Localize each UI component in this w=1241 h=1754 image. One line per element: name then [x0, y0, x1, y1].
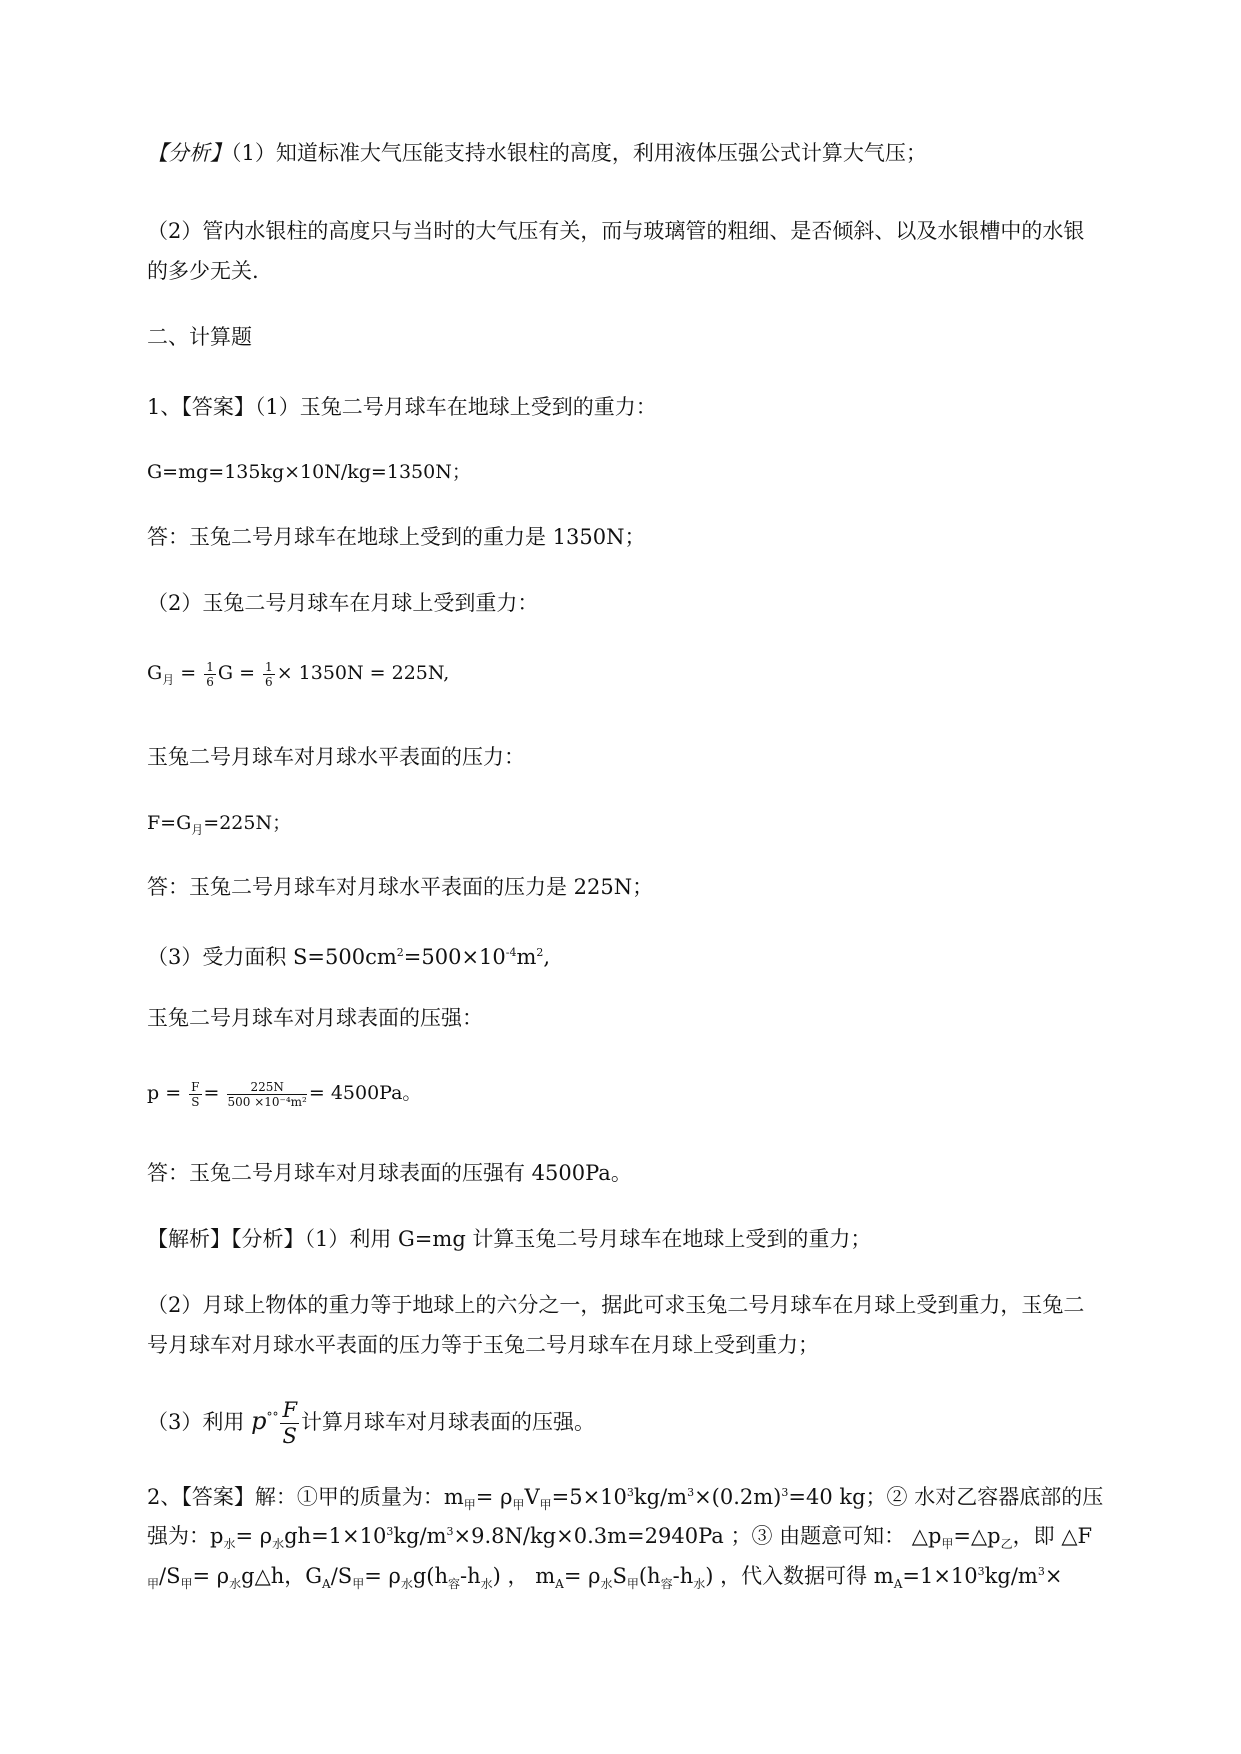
q2-l3-s5: 甲: [352, 1577, 365, 1592]
fraction-num: F: [282, 1398, 298, 1422]
explain3-p: p: [251, 1407, 267, 1435]
g-symbol: G: [147, 662, 163, 684]
eq-sign: =: [174, 662, 197, 684]
q2-l2-pre: 强为：p: [147, 1524, 224, 1548]
fraction-one-sixth-a: [204, 660, 216, 689]
q1-part2: （2）玉兔二号月球车在月球上受到重力：: [147, 591, 539, 615]
q2-l1-d: kg/m: [633, 1485, 688, 1509]
q2-l3-f: g(h: [412, 1564, 449, 1588]
pressure-p: p =: [147, 1082, 182, 1104]
analysis-line-3: 的多少无关.: [147, 259, 259, 283]
q2-l1-c: =5×10: [551, 1485, 627, 1509]
part3-unit: m: [516, 945, 537, 969]
q2-l3-s13: 水: [693, 1577, 706, 1592]
q2-l2-d: ×9.8N/kg×0.3m=2940Pa ；③ 由题意可知： △p: [453, 1524, 942, 1548]
part3-sup2: -4: [505, 946, 517, 959]
q2-l3-s9: A: [555, 1577, 564, 1592]
q1-explain2-line2: 号月球车对月球水平表面的压力等于玉兔二号月球车在月球上受到重力；: [147, 1333, 819, 1357]
q1-answer-b: 答：玉兔二号月球车对月球水平表面的压力是 225N；: [147, 875, 654, 899]
q1-answer-c: 答：玉兔二号月球车对月球表面的压强有 4500Pa。: [147, 1161, 632, 1185]
analysis-text-1: （1）知道标准大气压能支持水银柱的高度，利用液体压强公式计算大气压；: [231, 141, 927, 165]
q2-l1-s3: 甲: [539, 1498, 552, 1513]
q2-l2-s4: 乙: [1000, 1537, 1013, 1552]
q2-l1-s1: 甲: [463, 1498, 476, 1513]
q1-pressure-force-label: 玉兔二号月球车对月球水平表面的压力：: [147, 745, 525, 769]
q2-l2-sup1: 3: [386, 1525, 394, 1538]
q2-l3-s1: 甲: [147, 1577, 160, 1592]
part3-sup3: 2: [536, 946, 544, 959]
q2-l3-o: kg/m: [984, 1564, 1038, 1588]
q2-l3-l: -h: [672, 1564, 694, 1588]
fraction-num: 1: [206, 659, 214, 674]
q2-l3-sup1: 3: [977, 1565, 985, 1578]
section-heading: 二、计算题: [147, 325, 252, 349]
q2-l3-p: ×: [1044, 1564, 1063, 1588]
q2-l1-sup3: 3: [781, 1486, 789, 1499]
q2-l1-s2: 甲: [512, 1498, 525, 1513]
fraction-den: S: [191, 1094, 200, 1109]
pressure-result: = 4500Pa。: [308, 1082, 422, 1104]
q1-answer-line: 1、【答案】（1）玉兔二号月球车在地球上受到的重力：: [147, 395, 657, 419]
q2-l3-b: = ρ: [192, 1564, 230, 1588]
q2-l3-s10: 水: [600, 1577, 613, 1592]
q2-l3-s11: 甲: [626, 1577, 639, 1592]
q2-l2-c: kg/m: [393, 1524, 447, 1548]
q2-l3-s3: 水: [229, 1577, 242, 1592]
q2-l1-e: ×(0.2m): [694, 1485, 782, 1509]
q1-explain2-line1: （2）月球上物体的重力等于地球上的六分之一，据此可求玉兔二号月球车在月球上受到重力，玉兔二: [147, 1293, 1085, 1317]
q2-l3-s2: 甲: [180, 1577, 193, 1592]
q2-l3-s7: 容: [448, 1577, 461, 1592]
fraction-den: 500 ×10⁻⁴m²: [227, 1094, 307, 1109]
q1-gravity-equation: G=mg=135kg×10N/kg=1350N；: [147, 461, 471, 483]
g-subscript: 月: [162, 672, 175, 687]
q2-l2-s1: 水: [223, 1537, 236, 1552]
fraction-den: 6: [265, 674, 273, 689]
q1-explain-line: 【解析】【分析】（1）利用 G=mg 计算玉兔二号月球车在地球上受到的重力；: [147, 1227, 872, 1251]
q1-pressure-label: 玉兔二号月球车对月球表面的压强：: [147, 1006, 483, 1030]
q2-l3-k: (h: [638, 1564, 661, 1588]
force-sub: 月: [191, 822, 204, 837]
q2-l3-s8: 水: [480, 1577, 493, 1592]
part3-sup1: 2: [396, 946, 404, 959]
analysis-line-2: （2）管内水银柱的高度只与当时的大气压有关，而与玻璃管的粗细、是否倾斜、以及水银槽中的水银: [147, 219, 1085, 243]
q2-l3-c: g△h，G: [241, 1564, 323, 1588]
part3-mid: =500×10: [403, 945, 506, 969]
q2-l1-f: =40 kg；② 水对乙容器底部的压: [788, 1485, 1104, 1509]
q2-line-2: [147, 1517, 1092, 1559]
q2-l1-sup1: 3: [626, 1486, 634, 1499]
q2-l3-e: = ρ: [364, 1564, 401, 1588]
q2-l3-sup2: 3: [1037, 1565, 1045, 1578]
force-post: =225N；: [203, 812, 292, 834]
q2-l3-s4: A: [322, 1577, 331, 1592]
q2-l3-s6: 水: [400, 1577, 413, 1592]
q2-l2-sup2: 3: [446, 1525, 454, 1538]
analysis-tag: 【分析】: [147, 141, 231, 165]
q2-l1-sup2: 3: [687, 1486, 695, 1499]
q1-answer-a: 答：玉兔二号月球车在地球上受到的重力是 1350N；: [147, 525, 646, 549]
explain3-sym: °°: [266, 1410, 279, 1424]
fraction-den: S: [282, 1424, 297, 1448]
q2-l2-a: = ρ: [235, 1524, 273, 1548]
q2-l2-f: ，即 △F: [1012, 1524, 1093, 1548]
q2-l3-j: S: [612, 1564, 627, 1588]
q2-l3-h: ) ， m: [492, 1564, 556, 1588]
force-pre: F=G: [147, 812, 192, 834]
q2-l1-pre: 2、【答案】解：①甲的质量为：m: [147, 1485, 464, 1509]
fraction-f-over-s-italic: [280, 1398, 299, 1449]
q2-l2-s2: 水: [272, 1537, 285, 1552]
q2-l3-m: ) ，代入数据可得 m: [705, 1564, 894, 1588]
g-eq: G =: [217, 662, 255, 684]
fraction-num: F: [191, 1079, 200, 1094]
pressure-eq-sign: =: [203, 1082, 220, 1104]
q2-l3-n: =1×10: [902, 1564, 978, 1588]
q2-l2-e: =△p: [953, 1524, 1001, 1548]
fraction-values: [227, 1080, 306, 1109]
q1-gmoon-equation: [147, 658, 449, 695]
analysis-line-1: [147, 138, 927, 168]
q2-l3-d: /S: [330, 1564, 353, 1588]
q1-explain3: [147, 1398, 595, 1449]
q2-line-1: [147, 1478, 1103, 1520]
q2-l3-s12: 容: [660, 1577, 673, 1592]
q2-l2-s3: 甲: [941, 1537, 954, 1552]
q2-line-3: [147, 1557, 1062, 1599]
q2-l3-a: /S: [159, 1564, 181, 1588]
q2-l1-b: V: [524, 1485, 540, 1509]
q2-l1-a: = ρ: [475, 1485, 513, 1509]
q2-l3-i: = ρ: [563, 1564, 601, 1588]
explain3-post: 计算月球车对月球表面的压强。: [301, 1410, 596, 1434]
fraction-one-sixth-b: [263, 660, 275, 689]
explain3-pre: （3）利用: [147, 1410, 245, 1434]
fraction-f-over-s: [189, 1080, 201, 1109]
gmoon-result: × 1350N = 225N,: [276, 662, 450, 684]
q1-pressure-equation: [147, 1078, 421, 1109]
q2-l3-g: -h: [460, 1564, 481, 1588]
part3-post: ,: [543, 945, 551, 969]
fraction-den: 6: [206, 674, 214, 689]
part3-pre: （3）受力面积 S=500cm: [147, 945, 397, 969]
fraction-num: 225N: [227, 1080, 306, 1095]
q2-l3-s14: A: [893, 1577, 903, 1592]
q1-force-equation: [147, 808, 291, 845]
q2-l2-b: gh=1×10: [284, 1524, 387, 1548]
fraction-num: 1: [265, 659, 273, 674]
q1-part3: [147, 938, 550, 972]
